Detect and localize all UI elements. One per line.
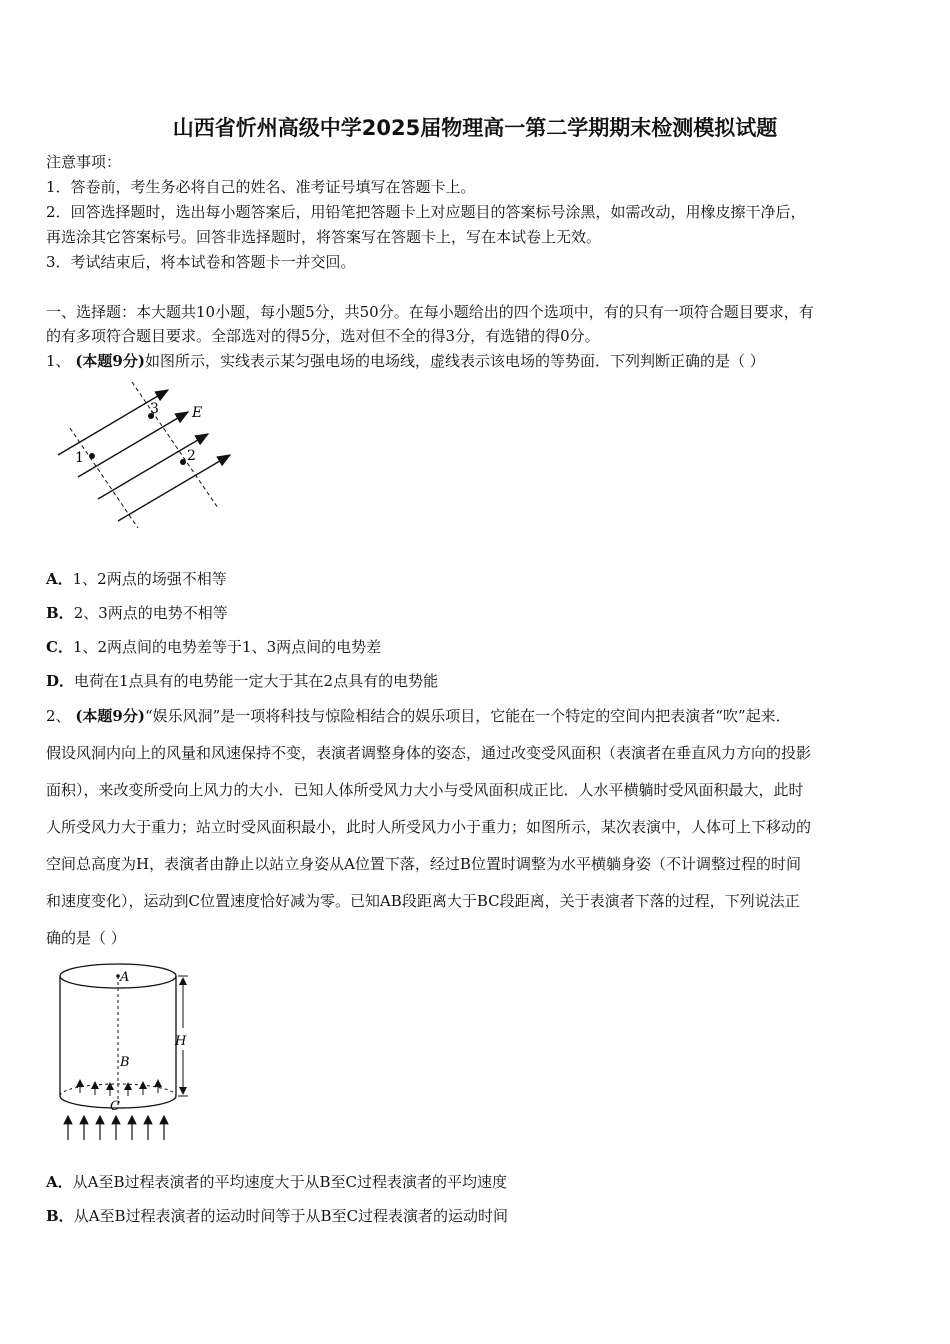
field-label: E (192, 405, 203, 421)
q1-option-c: C．1、2两点间的电势差等于1、3两点间的电势差 (46, 638, 382, 656)
question-2-text: 人所受风力大于重力；站立时受风面积最小，此时人所受风力小于重力；如图所示，某次表演中，人体可上下移动的 (46, 818, 812, 836)
question-2-text: 面积），来改变所受向上风力的大小．已知人体所受风力大小与受风面积成正比．人水平横躺时受风面积最大，此时 (46, 781, 804, 799)
height-label: H (175, 1034, 187, 1049)
field-line (98, 434, 208, 499)
position-a-label: A (120, 970, 130, 985)
q2-option-b: B．从A至B过程表演者的运动时间等于从B至C过程表演者的运动时间 (46, 1207, 509, 1225)
equipotential-line (70, 428, 138, 528)
position-b-label: B (120, 1055, 130, 1070)
question-1-stem (46, 351, 908, 371)
question-2-text: 空间总高度为H，表演者由静止以站立身姿从A位置下落，经过B位置时调整为水平横躺身姿（不计调整过程的时间 (46, 855, 801, 873)
point-1 (89, 453, 95, 459)
question-number: 1、 (46, 352, 71, 370)
point-2 (180, 459, 186, 465)
point-3-label: 3 (150, 401, 159, 417)
section-instructions: 一、选择题：本大题共10小题，每小题5分，共50分。在每小题给出的四个选项中，有的只有一项符合题目要求，有 (46, 303, 814, 321)
notice-heading: 注意事项： (46, 153, 122, 171)
notice-item: 1．答卷前，考生务必将自己的姓名、准考证号填写在答题卡上。 (46, 178, 476, 196)
position-c-label: C (110, 1099, 120, 1114)
point-2-label: 2 (187, 448, 196, 464)
question-score: (本题9分) (75, 707, 145, 725)
point-1-label: 1 (75, 450, 84, 466)
question-2-text: 和速度变化），运动到C位置速度恰好减为零。已知AB段距离大于BC段距离，关于表演者下落的过程，下列说法正 (46, 892, 800, 910)
question-2-text: 假设风洞内向上的风量和风速保持不变，表演者调整身体的姿态，通过改变受风面积（表演者在垂直风力方向的投影 (46, 744, 812, 762)
q1-option-a: A．1、2两点的场强不相等 (46, 570, 227, 588)
field-line (118, 455, 230, 521)
q1-option-d: D．电荷在1点具有的电势能一定大于其在2点具有的电势能 (46, 672, 439, 690)
q1-option-b: B．2、3两点的电势不相等 (46, 604, 228, 622)
notice-item: 3．考试结束后，将本试卷和答题卡一并交回。 (46, 253, 356, 271)
field-line (78, 412, 188, 477)
question-2-text: 确的是（ ） (46, 929, 126, 947)
q2-option-a: A．从A至B过程表演者的平均速度大于从B至C过程表演者的平均速度 (46, 1173, 507, 1191)
equipotential-line (132, 382, 218, 508)
question-2-stem: 2、 (本题9分)“娱乐风洞”是一项将科技与惊险相结合的娱乐项目，它能在一个特定的空间内把表演者“吹”起来． (46, 707, 791, 725)
page-title: 山西省忻州高级中学2025届物理高一第二学期期末检测模拟试题 (172, 116, 778, 140)
notice-item: 再选涂其它答案标号。回答非选择题时，将答案写在答题卡上，写在本试卷上无效。 (46, 228, 602, 246)
section-instructions: 的有多项符合题目要求。全部选对的得5分，选对但不全的得3分，有选错的得0分。 (46, 327, 600, 345)
question-score: (本题9分) (75, 352, 145, 370)
field-line (58, 390, 168, 455)
notice-item: 2．回答选择题时，选出每小题答案后，用铅笔把答题卡上对应题目的答案标号涂黑，如需改动，用橡皮擦干净后， (46, 203, 806, 221)
question-number: 2、 (46, 707, 71, 725)
question-text: 如图所示，实线表示某匀强电场的电场线，虚线表示该电场的等势面．下列判断正确的是（ ） (144, 352, 765, 370)
electric-field-figure (50, 380, 250, 540)
wind-tunnel-figure (50, 958, 210, 1148)
